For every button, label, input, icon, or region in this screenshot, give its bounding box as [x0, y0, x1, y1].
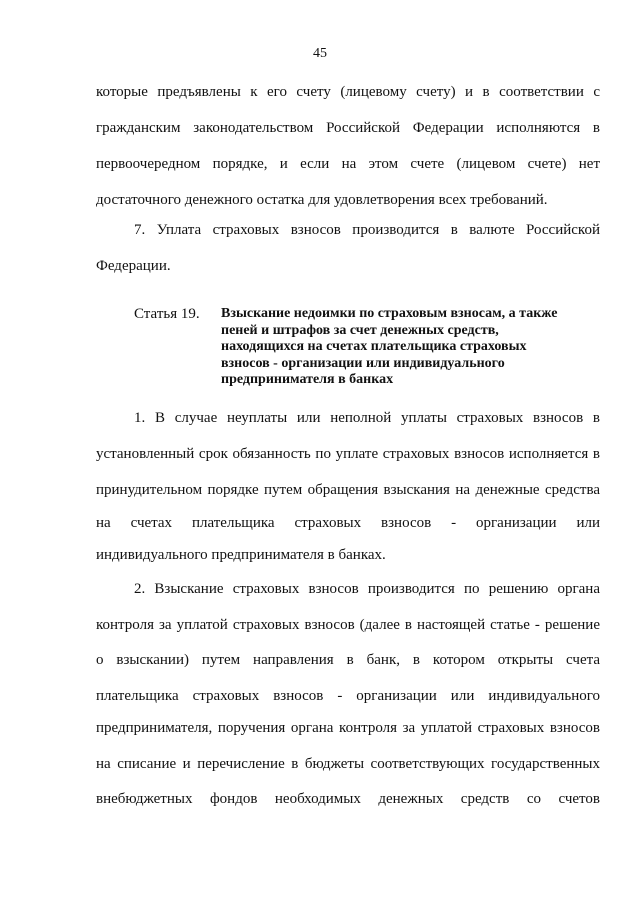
- text-line: которые предъявлены к его счету (лицевому счету) и в соответствии с: [96, 84, 600, 100]
- text-line: Федерации.: [96, 258, 171, 274]
- text-line: на списание и перечисление в бюджеты соответствующих государственных: [96, 756, 600, 772]
- article-label: Статья 19.: [134, 306, 200, 322]
- text-line: принудительном порядке путем обращения взыскания на денежные средства: [96, 482, 600, 498]
- text-line: 7. Уплата страховых взносов производится в валюте Российской: [134, 222, 600, 238]
- article-heading: [221, 306, 601, 389]
- article-heading-line: пеней и штрафов за счет денежных средств,: [221, 322, 499, 338]
- text-line: 2. Взыскание страховых взносов производится по решению органа: [134, 581, 600, 597]
- article-heading-line: взносов - организации или индивидуального: [221, 355, 505, 371]
- text-line: индивидуального предпринимателя в банках.: [96, 547, 386, 563]
- text-line: плательщика страховых взносов - организации или индивидуального: [96, 688, 600, 704]
- text-line: достаточного денежного остатка для удовлетворения всех требований.: [96, 192, 548, 208]
- text-line: внебюджетных фондов необходимых денежных средств со счетов: [96, 791, 600, 807]
- text-line: гражданским законодательством Российской Федерации исполняются в: [96, 120, 600, 136]
- article-heading-line: Взыскание недоимки по страховым взносам, а также: [221, 306, 558, 321]
- text-line: предпринимателя, поручения органа контроля за уплатой страховых взносов: [96, 720, 600, 736]
- text-line: 1. В случае неуплаты или неполной уплаты страховых взносов в: [134, 410, 600, 426]
- text-line: контроля за уплатой страховых взносов (далее в настоящей статье - решение: [96, 617, 600, 633]
- text-line: о взыскании) путем направления в банк, в котором открыты счета: [96, 652, 600, 668]
- text-line: на счетах плательщика страховых взносов - организации или: [96, 515, 600, 531]
- text-line: установленный срок обязанность по уплате страховых взносов исполняется в: [96, 446, 600, 462]
- text-line: первоочередном порядке, и если на этом счете (лицевом счете) нет: [96, 156, 600, 172]
- page-number: 45: [313, 46, 327, 61]
- article-heading-line: находящихся на счетах плательщика страховых: [221, 339, 527, 354]
- article-heading-line: предпринимателя в банках: [221, 372, 394, 387]
